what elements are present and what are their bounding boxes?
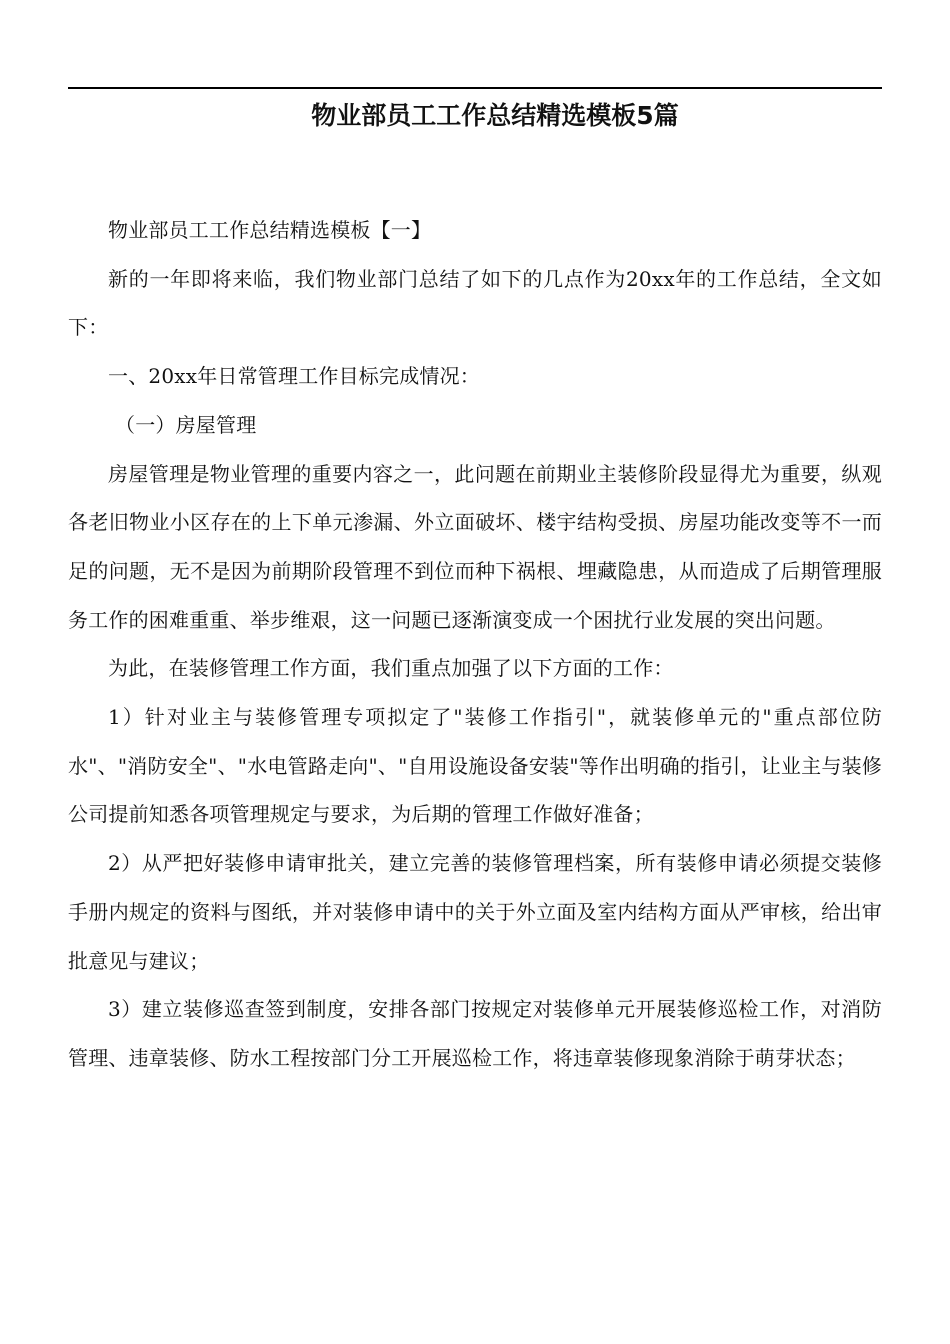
section-title: 一、20xx年日常管理工作目标完成情况： xyxy=(108,364,481,389)
header-rule xyxy=(68,87,882,89)
document-body xyxy=(68,206,882,1083)
list-item: 2）从严把好装修申请审批关，建立完善的装修管理档案，所有装修申请必须提交装修手册内规定的资料与图纸，并对装修申请中的关于外立面及室内结构方面从严审核，给出审批意见与建议； xyxy=(68,851,882,973)
list-item: 3）建立装修巡查签到制度，安排各部门按规定对装修单元开展装修巡检工作，对消防管理、违章装修、防水工程按部门分工开展巡检工作，将违章装修现象消除于萌芽状态； xyxy=(68,997,882,1070)
body-paragraph: 为此，在装修管理工作方面，我们重点加强了以下方面的工作： xyxy=(108,656,674,681)
body-paragraph: 房屋管理是物业管理的重要内容之一，此问题在前期业主装修阶段显得尤为重要，纵观各老旧物业小区存在的上下单元渗漏、外立面破坏、楼宇结构受损、房屋功能改变等不一而足的问题，无不是因为前期阶段管理不到位而种下祸根、埋藏隐患，从而造成了后期管理服务工作的困难重重、举步维艰，这一问题已逐渐演变成一个困扰行业发展的突出问题。 xyxy=(68,461,882,632)
subsection-title: （一）房屋管理 xyxy=(115,412,257,437)
section-heading: 物业部员工工作总结精选模板【一】 xyxy=(108,218,432,242)
document-title: 物业部员工工作总结精选模板5篇 xyxy=(311,101,679,130)
list-item: 1）针对业主与装修管理专项拟定了"装修工作指引"，就装修单元的"重点部位防水"、"消防安全"、"水电管路走向"、"自用设施设备安装"等作出明确的指引，让业主与装修公司提前知悉各项管理规定与要求，为后期的管理工作做好准备； xyxy=(68,705,882,827)
intro-paragraph: 新的一年即将来临，我们物业部门总结了如下的几点作为20xx年的工作总结，全文如下： xyxy=(68,266,882,340)
